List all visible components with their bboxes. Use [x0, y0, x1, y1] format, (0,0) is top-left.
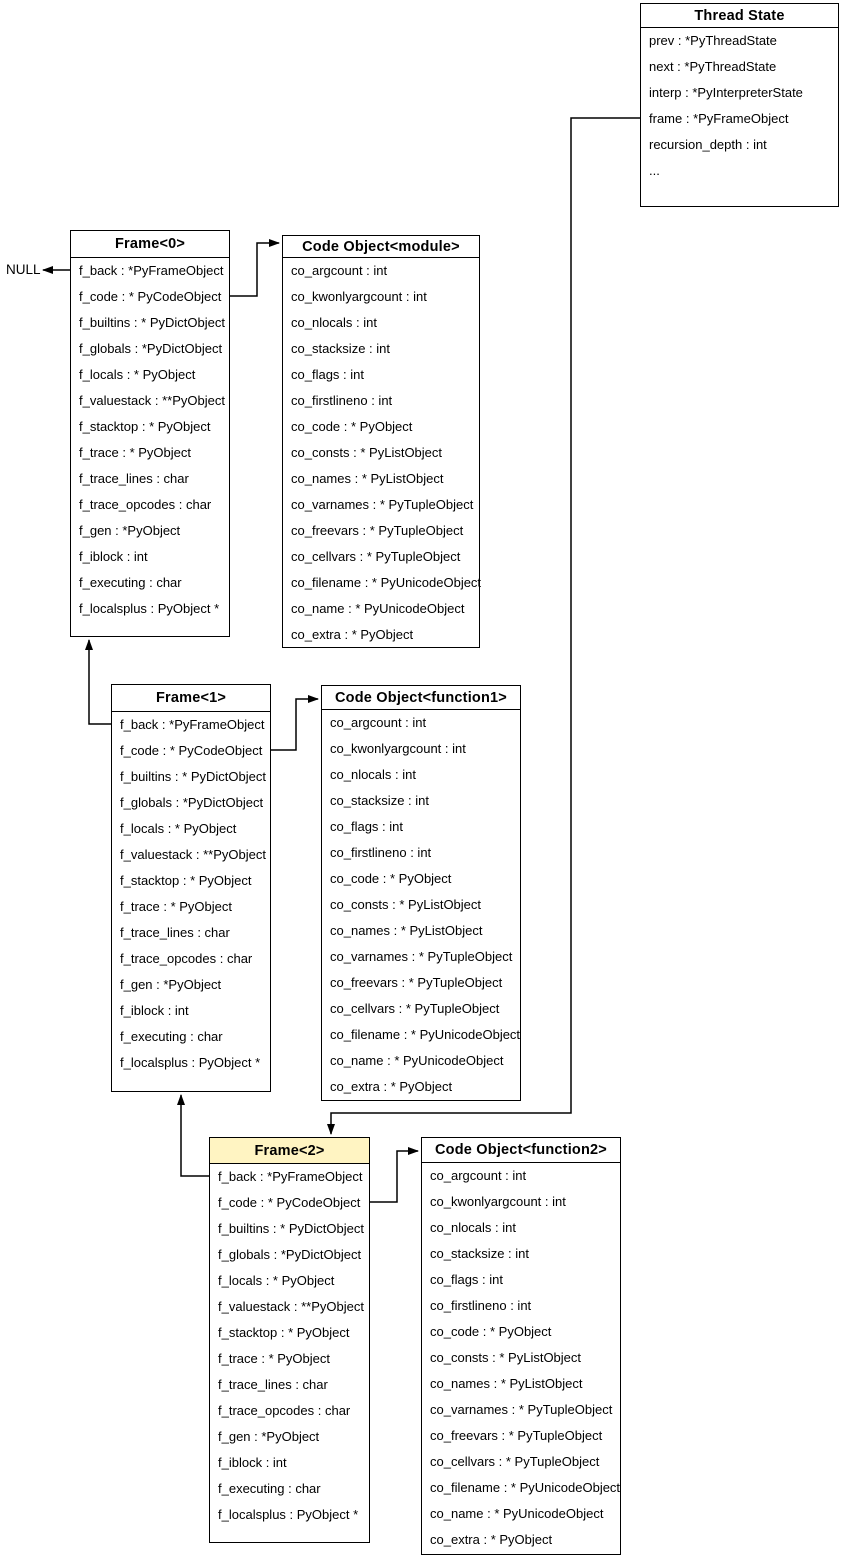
- field-row: f_globals : *PyDictObject: [218, 1247, 362, 1262]
- field-row: co_stacksize : int: [330, 793, 429, 808]
- field-row: co_flags : int: [430, 1272, 503, 1287]
- field-row: co_consts : * PyListObject: [330, 897, 482, 912]
- field-row: co_argcount : int: [291, 263, 388, 278]
- field-row: co_consts : * PyListObject: [291, 445, 443, 460]
- code-module-fields: [283, 258, 482, 648]
- field-row: f_trace : * PyObject: [218, 1351, 330, 1366]
- field-row: co_firstlineno : int: [430, 1298, 532, 1313]
- thread-state-title: Thread State: [641, 4, 838, 28]
- field-row: co_varnames : * PyTupleObject: [291, 497, 474, 512]
- field-row: co_consts : * PyListObject: [430, 1350, 582, 1365]
- code-function1-node: [321, 685, 521, 1101]
- field-row: f_localsplus : PyObject *: [79, 601, 220, 616]
- field-row: f_trace_opcodes : char: [79, 497, 212, 512]
- field-row: f_valuestack : **PyObject: [120, 847, 266, 862]
- field-row: f_valuestack : **PyObject: [218, 1299, 364, 1314]
- null-pointer-label: NULL: [6, 262, 41, 277]
- field-row: co_freevars : * PyTupleObject: [291, 523, 464, 538]
- frame1-title: Frame<1>: [112, 685, 270, 712]
- field-row: f_back : *PyFrameObject: [79, 263, 224, 278]
- field-row: co_kwonlyargcount : int: [330, 741, 466, 756]
- edge-frame1-fback-to-frame0: [89, 640, 111, 724]
- field-row: interp : *PyInterpreterState: [649, 85, 803, 100]
- field-row: co_nlocals : int: [430, 1220, 516, 1235]
- field-row: f_stacktop : * PyObject: [120, 873, 252, 888]
- field-row: f_executing : char: [79, 575, 182, 590]
- edge-frame2-fback-to-frame1: [181, 1095, 209, 1176]
- field-row: co_kwonlyargcount : int: [291, 289, 427, 304]
- code-module-node: [282, 235, 480, 648]
- field-row: f_executing : char: [218, 1481, 321, 1496]
- field-row: f_back : *PyFrameObject: [120, 717, 265, 732]
- field-row: f_iblock : int: [79, 549, 148, 564]
- frame1-fields: [112, 712, 270, 1076]
- frame2-fields: [210, 1164, 369, 1528]
- field-row: co_cellvars : * PyTupleObject: [430, 1454, 600, 1469]
- field-row: co_name : * PyUnicodeObject: [330, 1053, 504, 1068]
- field-row: f_executing : char: [120, 1029, 223, 1044]
- frame0-node: [70, 230, 230, 637]
- field-row: f_gen : *PyObject: [218, 1429, 320, 1444]
- frame2-title: Frame<2>: [210, 1138, 369, 1164]
- field-row: frame : *PyFrameObject: [649, 111, 789, 126]
- field-row: co_code : * PyObject: [430, 1324, 552, 1339]
- field-row: co_extra : * PyObject: [291, 627, 414, 642]
- field-row: co_filename : * PyUnicodeObject: [430, 1480, 621, 1495]
- field-row: f_valuestack : **PyObject: [79, 393, 225, 408]
- field-row: co_kwonlyargcount : int: [430, 1194, 566, 1209]
- field-row: ...: [649, 163, 660, 178]
- field-row: next : *PyThreadState: [649, 59, 777, 74]
- field-row: f_iblock : int: [120, 1003, 189, 1018]
- field-row: f_localsplus : PyObject *: [120, 1055, 261, 1070]
- thread-state-node: [640, 3, 839, 207]
- field-row: f_iblock : int: [218, 1455, 287, 1470]
- field-row: co_extra : * PyObject: [330, 1079, 453, 1094]
- field-row: co_name : * PyUnicodeObject: [430, 1506, 604, 1521]
- field-row: f_back : *PyFrameObject: [218, 1169, 363, 1184]
- field-row: co_filename : * PyUnicodeObject: [330, 1027, 521, 1042]
- field-row: co_cellvars : * PyTupleObject: [291, 549, 461, 564]
- field-row: prev : *PyThreadState: [649, 33, 777, 48]
- field-row: co_stacksize : int: [291, 341, 390, 356]
- field-row: f_builtins : * PyDictObject: [218, 1221, 364, 1236]
- field-row: f_trace_lines : char: [120, 925, 230, 940]
- field-row: f_trace_lines : char: [79, 471, 189, 486]
- field-row: co_code : * PyObject: [330, 871, 452, 886]
- field-row: co_varnames : * PyTupleObject: [430, 1402, 613, 1417]
- code-function2-fields: [422, 1163, 620, 1553]
- field-row: co_flags : int: [291, 367, 364, 382]
- code-function2-title: Code Object<function2>: [422, 1138, 620, 1163]
- field-row: f_trace_lines : char: [218, 1377, 328, 1392]
- field-row: f_globals : *PyDictObject: [120, 795, 264, 810]
- field-row: f_trace : * PyObject: [120, 899, 232, 914]
- field-row: f_trace_opcodes : char: [120, 951, 253, 966]
- field-row: co_argcount : int: [430, 1168, 527, 1183]
- field-row: co_names : * PyListObject: [330, 923, 483, 938]
- field-row: co_flags : int: [330, 819, 403, 834]
- field-row: f_builtins : * PyDictObject: [120, 769, 266, 784]
- field-row: co_names : * PyListObject: [430, 1376, 583, 1391]
- field-row: co_names : * PyListObject: [291, 471, 444, 486]
- edge-frame0-fcode-to-code-module: [230, 243, 279, 296]
- field-row: f_stacktop : * PyObject: [218, 1325, 350, 1340]
- frame0-fields: [71, 258, 229, 622]
- field-row: co_firstlineno : int: [291, 393, 393, 408]
- field-row: co_firstlineno : int: [330, 845, 432, 860]
- field-row: f_builtins : * PyDictObject: [79, 315, 225, 330]
- field-row: f_code : * PyCodeObject: [218, 1195, 361, 1210]
- field-row: f_stacktop : * PyObject: [79, 419, 211, 434]
- field-row: co_stacksize : int: [430, 1246, 529, 1261]
- edge-frame2-fcode-to-code-function2: [370, 1151, 418, 1202]
- code-function1-title: Code Object<function1>: [322, 686, 520, 710]
- frame1-node: [111, 684, 271, 1092]
- field-row: f_locals : * PyObject: [120, 821, 237, 836]
- field-row: co_freevars : * PyTupleObject: [430, 1428, 603, 1443]
- field-row: f_gen : *PyObject: [79, 523, 181, 538]
- code-module-title: Code Object<module>: [283, 236, 479, 258]
- frame2-node: [209, 1137, 370, 1543]
- field-row: f_gen : *PyObject: [120, 977, 222, 992]
- code-function2-node: [421, 1137, 621, 1555]
- field-row: co_code : * PyObject: [291, 419, 413, 434]
- field-row: co_nlocals : int: [330, 767, 416, 782]
- field-row: recursion_depth : int: [649, 137, 767, 152]
- field-row: f_trace : * PyObject: [79, 445, 191, 460]
- field-row: f_globals : *PyDictObject: [79, 341, 223, 356]
- frame0-title: Frame<0>: [71, 231, 229, 258]
- field-row: co_argcount : int: [330, 715, 427, 730]
- field-row: co_filename : * PyUnicodeObject: [291, 575, 482, 590]
- field-row: f_locals : * PyObject: [218, 1273, 335, 1288]
- field-row: co_cellvars : * PyTupleObject: [330, 1001, 500, 1016]
- field-row: f_localsplus : PyObject *: [218, 1507, 359, 1522]
- field-row: co_name : * PyUnicodeObject: [291, 601, 465, 616]
- field-row: co_varnames : * PyTupleObject: [330, 949, 513, 964]
- field-row: co_extra : * PyObject: [430, 1532, 553, 1547]
- code-function1-fields: [322, 710, 520, 1100]
- thread-state-fields: [641, 28, 838, 184]
- field-row: f_code : * PyCodeObject: [120, 743, 263, 758]
- field-row: f_trace_opcodes : char: [218, 1403, 351, 1418]
- field-row: f_locals : * PyObject: [79, 367, 196, 382]
- field-row: co_freevars : * PyTupleObject: [330, 975, 503, 990]
- edge-frame1-fcode-to-code-function1: [271, 699, 318, 750]
- field-row: co_nlocals : int: [291, 315, 377, 330]
- field-row: f_code : * PyCodeObject: [79, 289, 222, 304]
